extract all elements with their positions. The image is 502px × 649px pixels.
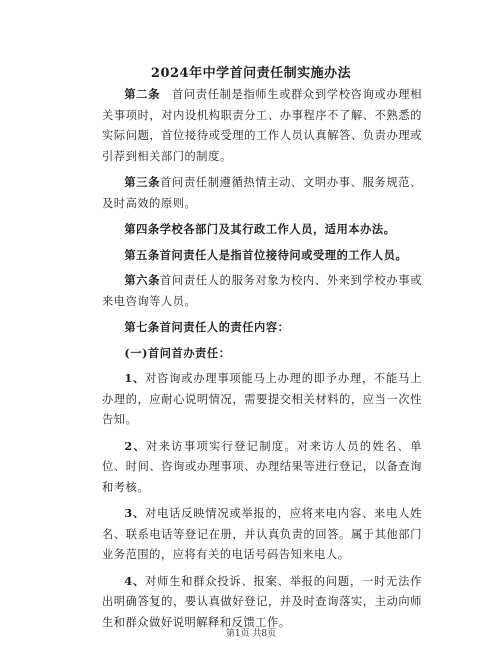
document-body — [102, 84, 422, 638]
list-item-2 — [102, 436, 422, 499]
article-label: 第三条 — [124, 175, 161, 189]
article-4: 第四条学校各部门及其行政工作人员，适用本办法。 — [124, 222, 396, 236]
item-text: 对咨询或办理事项能马上办理的即予办理，不能马上办理的，应耐心说明情况，需要提交相关材料的，应当一次性告知。 — [102, 372, 422, 426]
page-title: 2024年中学首问责任制实施办法 — [150, 66, 352, 81]
item-text: 对电话反映情况或举报的，应将来电内容、来电人姓名、联系电话等登记在册，并认真负责的回答。属于其他部门业务范围的，应将有关的电话号码告知来电人。 — [102, 507, 422, 561]
list-item-3 — [102, 503, 422, 566]
item-number: 3、 — [124, 506, 146, 520]
item-number: 4、 — [124, 573, 146, 588]
article-label: 第六条 — [124, 273, 161, 287]
page-footer: 第1页 共8页 — [225, 629, 277, 639]
list-item-1 — [102, 368, 422, 431]
item-number: 1、 — [124, 371, 146, 385]
item-text: 对师生和群众投诉、报案、举报的问题，一时无法作出明确答复的，要认真做好登记，并及时查询落实，主动向师生和群众做好说明解释和反馈工作。 — [102, 574, 422, 629]
item-number: 2、 — [124, 438, 147, 453]
section-heading: (一)首问首办责任： — [124, 345, 231, 360]
article-3 — [102, 172, 422, 214]
article-5: 第五条首问责任人是指首位接待问或受理的工作人员。 — [124, 247, 408, 262]
article-text: 首问责任制遵循热情主动、文明办事、服务规范、及时高效的原则。 — [102, 176, 422, 210]
article-label: 第二条 — [124, 87, 161, 101]
article-7: 第七条首问责任人的责任内容： — [124, 320, 290, 334]
list-item-4 — [102, 571, 422, 634]
article-text: 首问责任制是指师生或群众到学校咨询或办理相关事项时，对内设机构职责分工、办事程序不了解、不熟悉的实际问题，首位接待或受理的工作人员认真解答、负责办理或引荐到相关部门的制度。 — [102, 88, 422, 163]
article-6 — [102, 270, 422, 312]
article-2 — [102, 84, 422, 167]
item-text: 对来访事项实行登记制度。对来访人员的姓名、单位、时间、咨询或办理事项、办理结果等进行登记，以备查询和考核。 — [102, 439, 423, 494]
article-text: 首问责任人的服务对象为校内、外来到学校办事或来电咨询等人员。 — [102, 274, 422, 308]
